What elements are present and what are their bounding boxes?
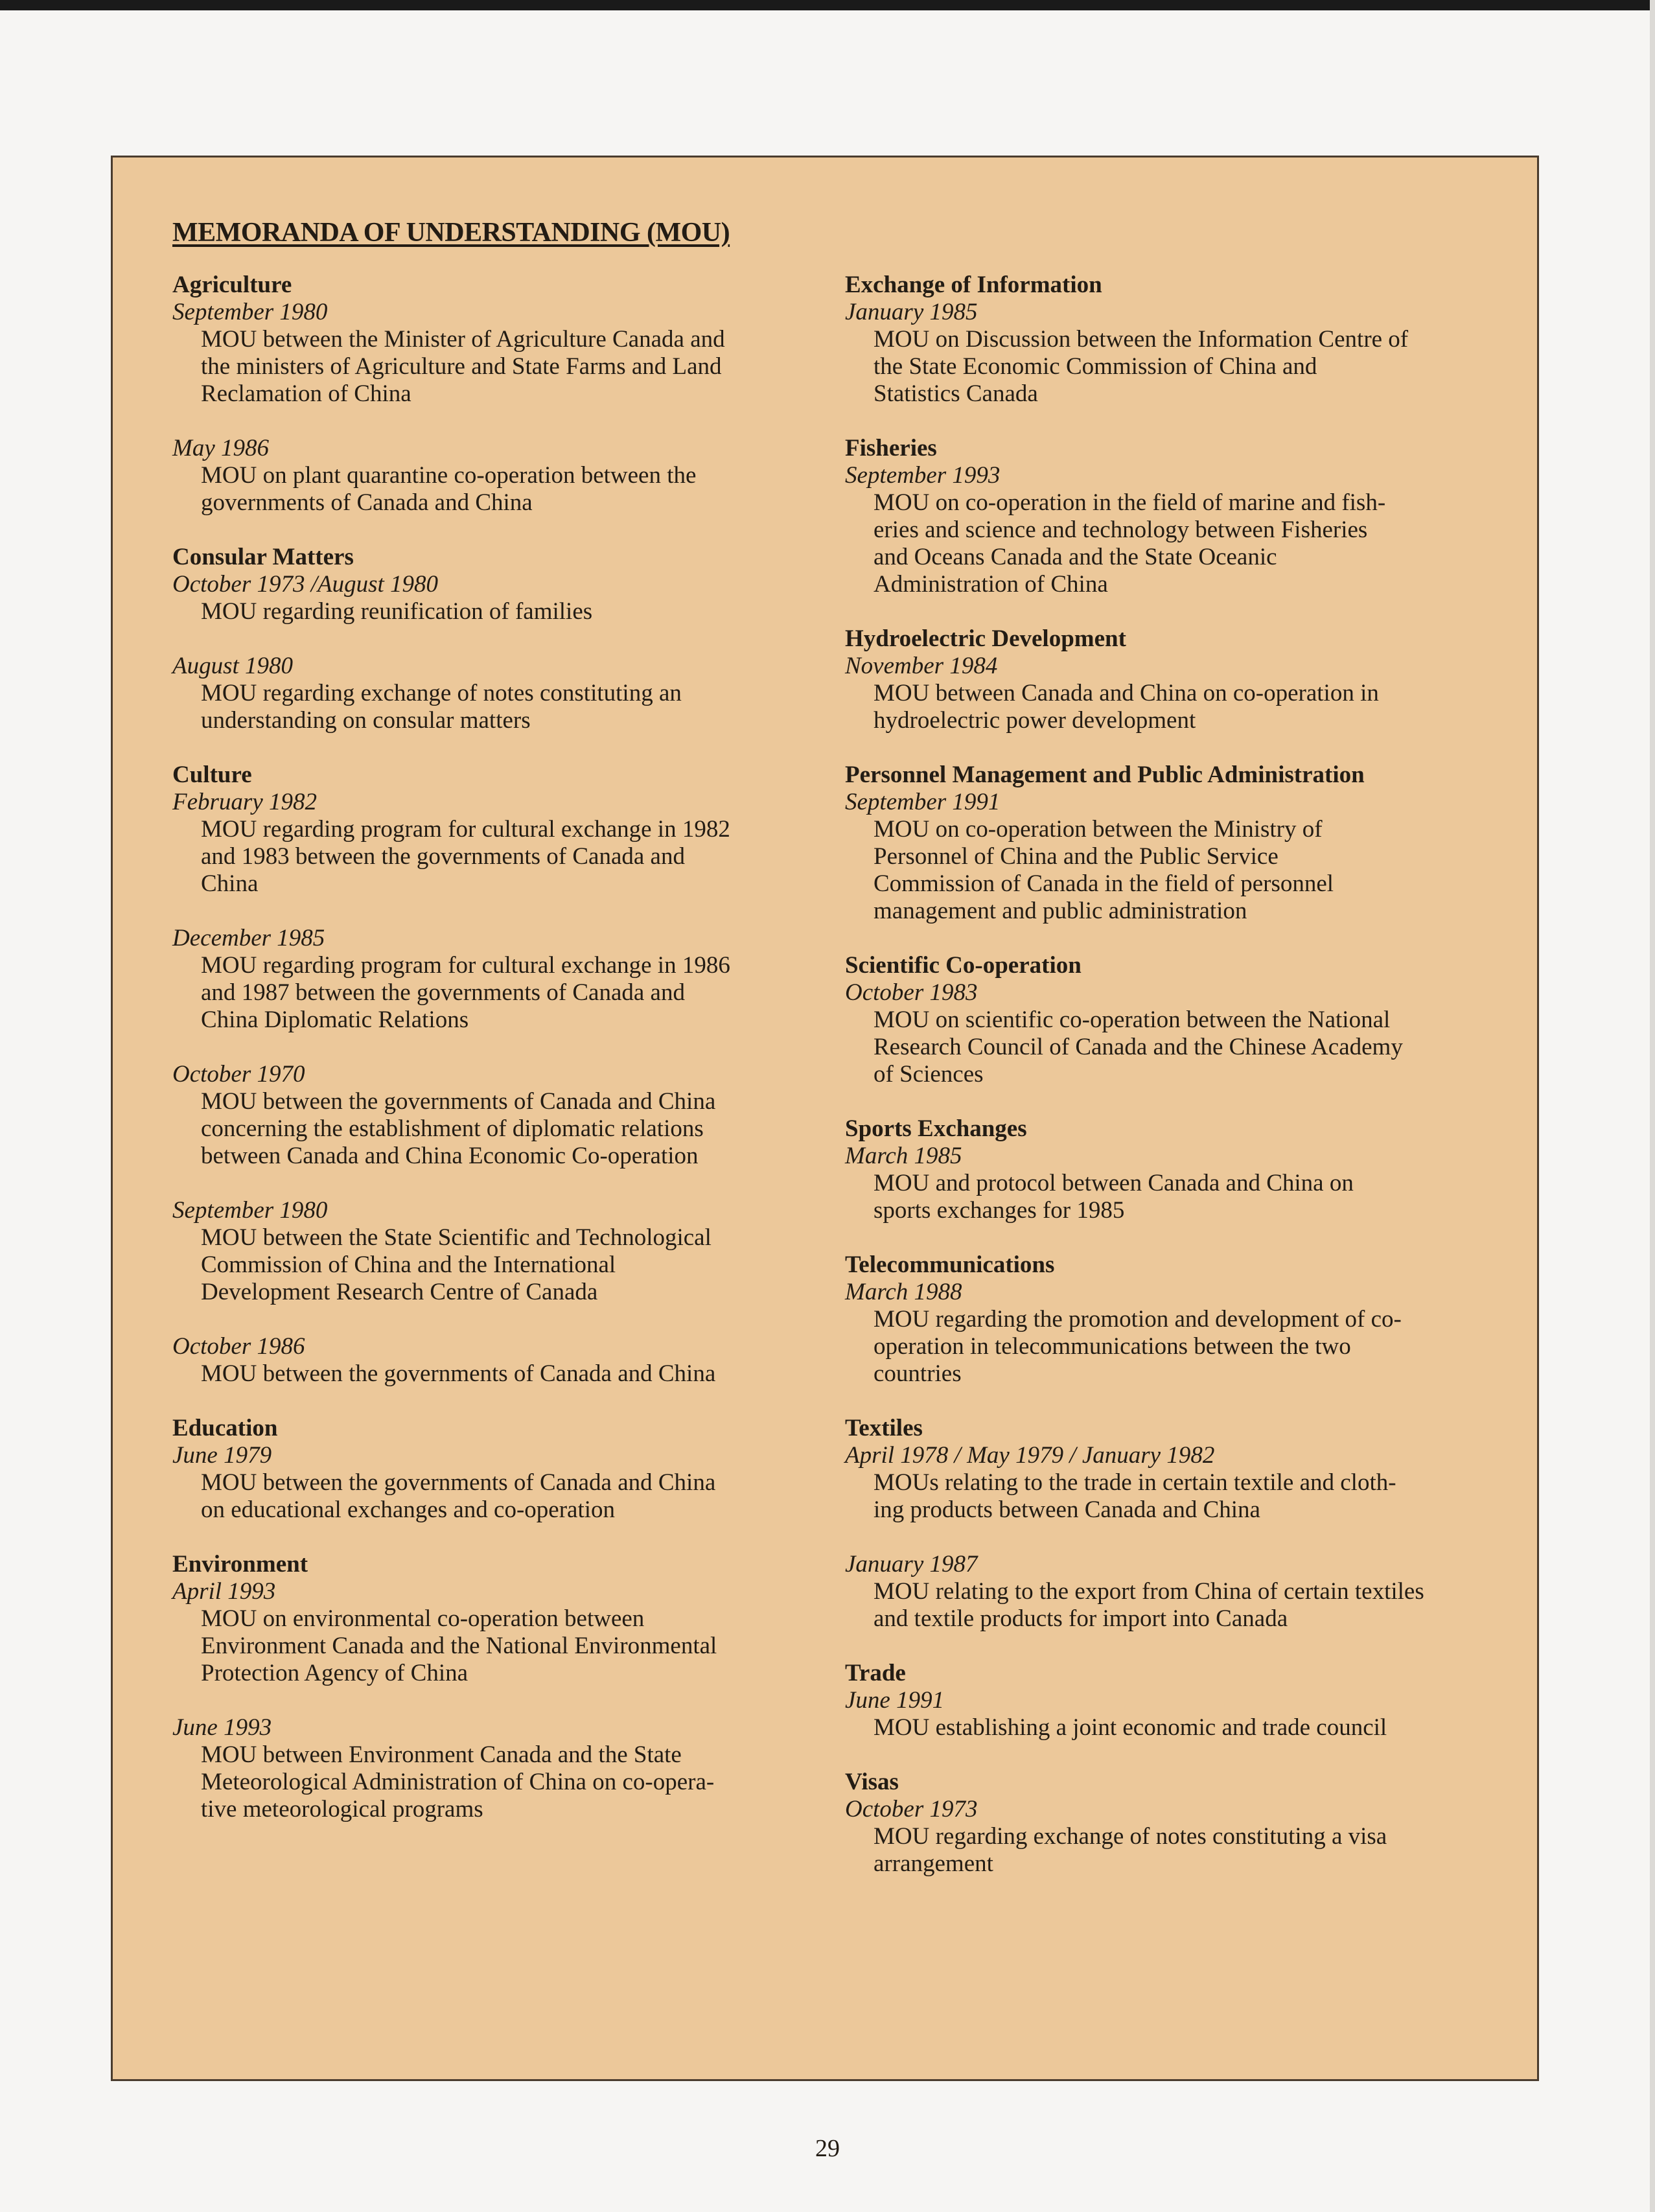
entry-description: MOU on environmental co-operation between Environment Canada and the National Environmental Protection Agency of China [201,1605,717,1686]
entry-date: February 1982 [172,789,317,815]
mou-entry [172,1061,820,1170]
section [172,544,820,734]
section-title: Consular Matters [172,544,354,570]
section-title: Sports Exchanges [845,1115,1027,1142]
entry-description: MOU between the Minister of Agriculture Canada and the ministers of Agriculture and State Farms and Land Reclamation of China [201,326,725,407]
section [845,1415,1519,1633]
mou-entry [172,1714,820,1823]
section-title: Culture [172,762,252,788]
section [845,1115,1519,1224]
entry-description: MOU regarding exchange of notes constituting an understanding on consular matters [201,680,682,734]
mou-entry [172,571,820,625]
left-column [172,272,820,1850]
mou-entry [172,789,820,898]
entry-date: January 1985 [845,299,978,325]
entry-description: MOU establishing a joint economic and trade council [874,1714,1387,1741]
mou-entry [845,299,1519,408]
section [172,272,820,517]
entry-description: MOU between Canada and China on co-operation in hydroelectric power development [874,680,1379,734]
page-number: 29 [815,2135,840,2162]
mou-entry [172,1442,820,1524]
section [845,762,1519,925]
entry-date: May 1986 [172,435,269,461]
section-title: Trade [845,1660,906,1686]
top-edge-bar [0,0,1655,10]
entry-description: MOU between the State Scientific and Technological Commission of China and the International Development Research Centre of Canada [201,1224,712,1305]
content-panel [111,156,1539,2081]
mou-entry [172,435,820,517]
section-title: Exchange of Information [845,272,1102,298]
page-edge [1650,0,1655,2212]
entry-date: August 1980 [172,653,294,679]
section-title: Personnel Management and Public Administration [845,762,1365,788]
entry-description: MOU regarding program for cultural exchange in 1986 and 1987 between the governments of Canada and China Diplomatic Relations [201,952,730,1033]
entry-date: April 1993 [172,1578,276,1605]
mou-entry [845,1796,1519,1878]
section [172,1415,820,1524]
entry-date: October 1973 /August 1980 [172,571,439,598]
entry-date: March 1988 [845,1279,962,1305]
entry-description: MOU between the governments of Canada and China concerning the establishment of diplomatic relations between Canada and China Economic Co-operation [201,1088,716,1169]
entry-description: MOU on plant quarantine co-operation between the governments of Canada and China [201,462,697,516]
section-title: Hydroelectric Development [845,625,1126,652]
entry-description: MOU on co-operation in the field of marine and fish- eries and science and technology between Fisheries and Oceans Canada and the State Oceanic Administration of China [874,489,1386,598]
mou-entry [845,789,1519,925]
entry-description: MOU relating to the export from China of certain textiles and textile products for import into Canada [874,1578,1424,1632]
entry-date: April 1978 / May 1979 / January 1982 [845,1442,1215,1469]
entry-date: March 1985 [845,1143,962,1169]
mou-entry [845,462,1519,598]
mou-entry [172,1578,820,1687]
entry-description: MOU between Environment Canada and the State Meteorological Administration of China on co-opera- tive meteorological programs [201,1741,715,1822]
mou-entry [845,1143,1519,1224]
section-title: Textiles [845,1415,923,1441]
section-title: Environment [172,1551,308,1578]
entry-date: September 1980 [172,299,328,325]
entry-description: MOUs relating to the trade in certain textile and cloth- ing products between Canada and China [874,1469,1396,1523]
section [845,952,1519,1088]
entry-description: MOU regarding the promotion and development of co- operation in telecommunications between the two countries [874,1306,1402,1387]
section-title: Telecommunications [845,1252,1055,1278]
entry-date: October 1983 [845,979,978,1006]
entry-description: MOU regarding reunification of families [201,598,593,625]
section [845,1660,1519,1741]
entry-description: MOU on co-operation between the Ministry of Personnel of China and the Public Service Commission of Canada in the field of personnel management and public administration [874,816,1334,924]
mou-entry [172,1197,820,1306]
entry-description: MOU on Discussion between the Information Centre of the State Economic Commission of China and Statistics Canada [874,326,1409,407]
entry-description: MOU and protocol between Canada and China on sports exchanges for 1985 [874,1170,1354,1224]
entry-date: October 1973 [845,1796,978,1822]
entry-date: November 1984 [845,653,998,679]
entry-description: MOU between the governments of Canada and China [201,1360,716,1387]
section [845,435,1519,598]
entry-date: October 1970 [172,1061,305,1088]
mou-entry [172,653,820,734]
entry-date: January 1987 [845,1551,978,1578]
right-column [845,272,1519,1905]
mou-entry [845,1279,1519,1388]
section [845,272,1519,408]
section-title: Agriculture [172,272,292,298]
section [845,1252,1519,1388]
mou-entry [845,1687,1519,1741]
mou-entry [172,925,820,1034]
mou-entry [172,299,820,408]
section-title: Education [172,1415,278,1441]
section [172,762,820,1388]
mou-entry [845,979,1519,1088]
entry-date: October 1986 [172,1333,305,1360]
entry-date: June 1991 [845,1687,945,1714]
page-heading: MEMORANDA OF UNDERSTANDING (MOU) [172,218,730,248]
mou-entry [845,1442,1519,1524]
mou-entry [845,653,1519,734]
mou-entry [172,1333,820,1388]
entry-description: MOU on scientific co-operation between the National Research Council of Canada and the Chinese Academy of Sciences [874,1007,1403,1088]
section-title: Scientific Co-operation [845,952,1082,979]
entry-date: September 1991 [845,789,1001,815]
entry-date: September 1980 [172,1197,328,1224]
section [172,1551,820,1823]
entry-date: September 1993 [845,462,1001,489]
entry-date: December 1985 [172,925,325,951]
section [845,625,1519,734]
entry-date: June 1979 [172,1442,272,1469]
entry-description: MOU regarding exchange of notes constituting a visa arrangement [874,1823,1387,1877]
entry-description: MOU between the governments of Canada and China on educational exchanges and co-operation [201,1469,716,1523]
section [845,1769,1519,1878]
section-title: Visas [845,1769,899,1795]
entry-date: June 1993 [172,1714,272,1741]
mou-entry [845,1551,1519,1633]
entry-description: MOU regarding program for cultural exchange in 1982 and 1983 between the governments of Canada and China [201,816,730,897]
section-title: Fisheries [845,435,937,461]
